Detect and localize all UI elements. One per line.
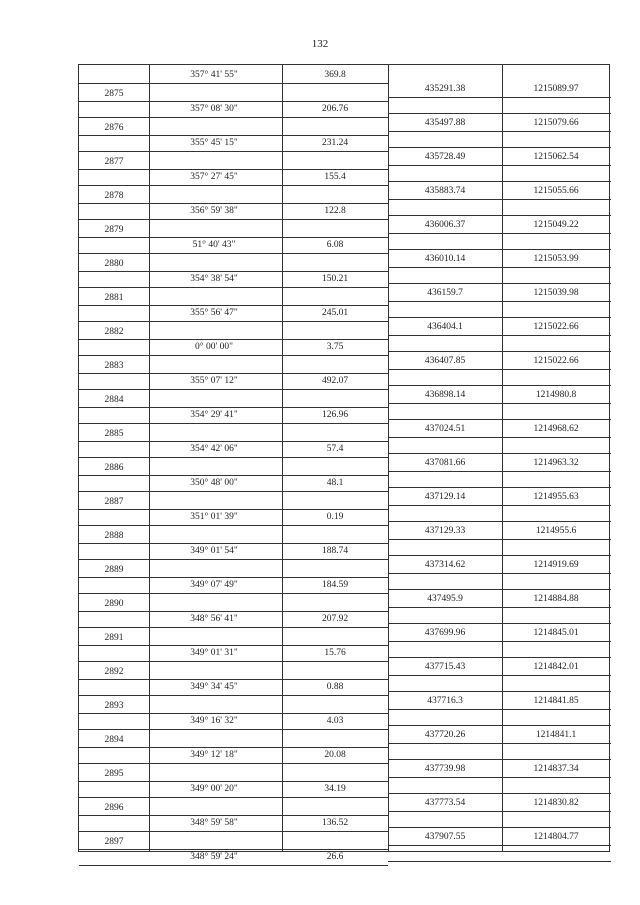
row-divider bbox=[79, 559, 388, 560]
row-divider bbox=[388, 539, 611, 540]
row-divider bbox=[388, 743, 611, 744]
point-id-cell: 2877 bbox=[104, 157, 124, 167]
point-id-cell: 2889 bbox=[104, 565, 124, 575]
row-divider bbox=[388, 233, 611, 234]
row-divider bbox=[388, 555, 611, 556]
easting-cell: 1214963.32 bbox=[533, 458, 579, 468]
row-divider bbox=[388, 691, 611, 692]
row-divider bbox=[79, 373, 388, 374]
row-divider bbox=[79, 627, 388, 628]
northing-cell: 435497.88 bbox=[424, 118, 466, 128]
row-divider bbox=[79, 151, 388, 152]
row-divider bbox=[79, 457, 388, 458]
row-divider bbox=[79, 355, 388, 356]
row-divider bbox=[79, 237, 388, 238]
bearing-cell: 357° 08' 30" bbox=[190, 104, 238, 114]
easting-cell: 1215055.66 bbox=[533, 186, 579, 196]
northing-cell: 436010.14 bbox=[424, 254, 466, 264]
bearing-cell: 357° 27' 45" bbox=[190, 172, 238, 182]
row-divider bbox=[79, 423, 388, 424]
northing-cell: 437907.55 bbox=[424, 832, 466, 842]
row-divider bbox=[388, 147, 611, 148]
distance-cell: 245.01 bbox=[321, 308, 349, 318]
northing-cell: 437720.26 bbox=[424, 730, 466, 740]
row-divider bbox=[79, 117, 388, 118]
row-divider bbox=[79, 645, 388, 646]
point-id-cell: 2880 bbox=[104, 259, 124, 269]
point-id-cell: 2875 bbox=[104, 89, 124, 99]
row-divider bbox=[388, 641, 611, 642]
bearing-cell: 349° 12' 18" bbox=[190, 750, 238, 760]
northing-cell: 437081.66 bbox=[424, 458, 466, 468]
easting-cell: 1214968.62 bbox=[533, 424, 579, 434]
distance-cell: 6.08 bbox=[326, 240, 344, 250]
point-id-cell: 2878 bbox=[104, 191, 124, 201]
point-id-cell: 2876 bbox=[104, 123, 124, 133]
easting-cell: 1214845.01 bbox=[533, 628, 579, 638]
distance-cell: 150.21 bbox=[321, 274, 349, 284]
row-divider bbox=[79, 831, 388, 832]
row-divider bbox=[388, 249, 611, 250]
point-id-cell: 2896 bbox=[104, 803, 124, 813]
row-divider bbox=[79, 339, 388, 340]
row-divider bbox=[79, 305, 388, 306]
bearing-cell: 51° 40' 43" bbox=[192, 240, 236, 250]
row-divider bbox=[79, 525, 388, 526]
row-divider bbox=[388, 521, 611, 522]
point-id-cell: 2882 bbox=[104, 327, 124, 337]
row-divider bbox=[79, 713, 388, 714]
row-divider bbox=[388, 623, 611, 624]
distance-cell: 4.03 bbox=[326, 716, 344, 726]
row-divider bbox=[388, 97, 611, 98]
bearing-cell: 356° 59' 38" bbox=[190, 206, 238, 216]
row-divider bbox=[79, 169, 388, 170]
row-divider bbox=[388, 403, 611, 404]
row-divider bbox=[79, 491, 388, 492]
easting-cell: 1215022.66 bbox=[533, 356, 579, 366]
bearing-cell: 349° 07' 49" bbox=[190, 580, 238, 590]
easting-cell: 1214955.6 bbox=[535, 526, 577, 536]
row-divider bbox=[79, 577, 388, 578]
row-divider bbox=[388, 335, 611, 336]
bearing-cell: 0° 00' 00" bbox=[195, 342, 233, 352]
row-divider bbox=[79, 611, 388, 612]
distance-cell: 26.6 bbox=[326, 852, 344, 862]
easting-cell: 1214955.63 bbox=[533, 492, 579, 502]
bearing-cell: 355° 45' 15" bbox=[190, 138, 238, 148]
row-divider bbox=[79, 781, 388, 782]
point-id-cell: 2892 bbox=[104, 667, 124, 677]
easting-cell: 1214837.34 bbox=[533, 764, 579, 774]
row-divider bbox=[79, 135, 388, 136]
row-divider bbox=[388, 181, 611, 182]
point-id-cell: 2891 bbox=[104, 633, 124, 643]
row-divider bbox=[388, 453, 611, 454]
easting-cell: 1214884.88 bbox=[533, 594, 579, 604]
row-divider bbox=[79, 543, 388, 544]
distance-cell: 207.92 bbox=[321, 614, 349, 624]
distance-cell: 136.52 bbox=[321, 818, 349, 828]
row-divider bbox=[79, 203, 388, 204]
distance-cell: 155.4 bbox=[324, 172, 346, 182]
row-divider bbox=[388, 573, 611, 574]
row-divider bbox=[388, 199, 611, 200]
point-id-cell: 2887 bbox=[104, 497, 124, 507]
easting-cell: 1215053.99 bbox=[533, 254, 579, 264]
easting-cell: 1215079.66 bbox=[533, 118, 579, 128]
point-id-cell: 2895 bbox=[104, 769, 124, 779]
point-id-cell: 2881 bbox=[104, 293, 124, 303]
row-divider bbox=[388, 369, 611, 370]
northing-cell: 435883.74 bbox=[424, 186, 466, 196]
easting-cell: 1214841.1 bbox=[535, 730, 577, 740]
point-id-cell: 2879 bbox=[104, 225, 124, 235]
bearing-cell: 349° 34' 45" bbox=[190, 682, 238, 692]
row-divider bbox=[79, 185, 388, 186]
row-divider bbox=[79, 797, 388, 798]
row-divider bbox=[388, 709, 611, 710]
distance-cell: 57.4 bbox=[326, 444, 344, 454]
row-divider bbox=[388, 437, 611, 438]
row-divider bbox=[388, 845, 611, 846]
distance-cell: 15.76 bbox=[324, 648, 346, 658]
northing-cell: 437716.3 bbox=[427, 696, 463, 706]
survey-coordinate-table bbox=[78, 64, 610, 862]
distance-cell: 369.8 bbox=[324, 70, 346, 80]
distance-cell: 492.07 bbox=[321, 376, 349, 386]
easting-cell: 1214830.82 bbox=[533, 798, 579, 808]
distance-cell: 188.74 bbox=[321, 546, 349, 556]
northing-cell: 436407.85 bbox=[424, 356, 466, 366]
bearing-cell: 355° 07' 12" bbox=[190, 376, 238, 386]
northing-cell: 435291.38 bbox=[424, 84, 466, 94]
bearing-cell: 350° 48' 00" bbox=[190, 478, 238, 488]
bearing-cell: 354° 29' 41" bbox=[190, 410, 238, 420]
distance-cell: 184.59 bbox=[321, 580, 349, 590]
northing-cell: 436404.1 bbox=[427, 322, 463, 332]
bearing-cell: 355° 56' 47" bbox=[190, 308, 238, 318]
row-divider bbox=[79, 865, 388, 866]
row-divider bbox=[79, 321, 388, 322]
bearing-cell: 349° 01' 54" bbox=[190, 546, 238, 556]
northing-cell: 437129.14 bbox=[424, 492, 466, 502]
row-divider bbox=[79, 729, 388, 730]
northing-cell: 436159.7 bbox=[427, 288, 463, 298]
easting-cell: 1215049.22 bbox=[533, 220, 579, 230]
northing-cell: 437129.33 bbox=[424, 526, 466, 536]
distance-cell: 231.24 bbox=[321, 138, 349, 148]
row-divider bbox=[388, 675, 611, 676]
distance-cell: 48.1 bbox=[326, 478, 344, 488]
row-divider bbox=[79, 849, 388, 850]
row-divider bbox=[388, 351, 611, 352]
distance-cell: 34.19 bbox=[324, 784, 346, 794]
page-number: 132 bbox=[311, 38, 329, 50]
row-divider bbox=[388, 419, 611, 420]
row-divider bbox=[79, 101, 388, 102]
row-divider bbox=[388, 267, 611, 268]
easting-cell: 1214841.85 bbox=[533, 696, 579, 706]
northing-cell: 437715.43 bbox=[424, 662, 466, 672]
row-divider bbox=[388, 589, 611, 590]
column-divider bbox=[502, 65, 503, 851]
row-divider bbox=[388, 215, 611, 216]
easting-cell: 1214804.77 bbox=[533, 832, 579, 842]
easting-cell: 1215022.66 bbox=[533, 322, 579, 332]
northing-cell: 436006.37 bbox=[424, 220, 466, 230]
row-divider bbox=[388, 811, 611, 812]
point-id-cell: 2884 bbox=[104, 395, 124, 405]
row-divider bbox=[388, 283, 611, 284]
row-divider bbox=[79, 219, 388, 220]
row-divider bbox=[388, 793, 611, 794]
row-divider bbox=[79, 815, 388, 816]
distance-cell: 126.96 bbox=[321, 410, 349, 420]
row-divider bbox=[388, 827, 611, 828]
northing-cell: 435728.49 bbox=[424, 152, 466, 162]
bearing-cell: 354° 38' 54" bbox=[190, 274, 238, 284]
row-divider bbox=[388, 861, 611, 862]
northing-cell: 437495.9 bbox=[427, 594, 463, 604]
northing-cell: 437314.62 bbox=[424, 560, 466, 570]
row-divider bbox=[79, 747, 388, 748]
point-id-cell: 2886 bbox=[104, 463, 124, 473]
column-divider bbox=[388, 65, 389, 851]
row-divider bbox=[79, 389, 388, 390]
row-divider bbox=[388, 301, 611, 302]
easting-cell: 1215089.97 bbox=[533, 84, 579, 94]
northing-cell: 437773.54 bbox=[424, 798, 466, 808]
distance-cell: 122.8 bbox=[324, 206, 346, 216]
distance-cell: 206.76 bbox=[321, 104, 349, 114]
distance-cell: 0.88 bbox=[326, 682, 344, 692]
row-divider bbox=[79, 509, 388, 510]
bearing-cell: 348° 59' 24" bbox=[190, 852, 238, 862]
row-divider bbox=[388, 317, 611, 318]
distance-cell: 0.19 bbox=[326, 512, 344, 522]
easting-cell: 1215039.98 bbox=[533, 288, 579, 298]
bearing-cell: 348° 59' 58" bbox=[190, 818, 238, 828]
row-divider bbox=[79, 593, 388, 594]
row-divider bbox=[79, 83, 388, 84]
point-id-cell: 2894 bbox=[104, 735, 124, 745]
row-divider bbox=[388, 385, 611, 386]
column-divider bbox=[149, 65, 150, 851]
bearing-cell: 351° 01' 39" bbox=[190, 512, 238, 522]
row-divider bbox=[79, 441, 388, 442]
bearing-cell: 354° 42' 06" bbox=[190, 444, 238, 454]
row-divider bbox=[79, 253, 388, 254]
easting-cell: 1214919.69 bbox=[533, 560, 579, 570]
northing-cell: 436898.14 bbox=[424, 390, 466, 400]
point-id-cell: 2893 bbox=[104, 701, 124, 711]
row-divider bbox=[79, 287, 388, 288]
row-divider bbox=[79, 271, 388, 272]
easting-cell: 1214842.01 bbox=[533, 662, 579, 672]
row-divider bbox=[388, 505, 611, 506]
row-divider bbox=[388, 657, 611, 658]
bearing-cell: 349° 01' 31" bbox=[190, 648, 238, 658]
bearing-cell: 348° 56' 41" bbox=[190, 614, 238, 624]
point-id-cell: 2883 bbox=[104, 361, 124, 371]
row-divider bbox=[388, 725, 611, 726]
row-divider bbox=[388, 487, 611, 488]
row-divider bbox=[388, 471, 611, 472]
row-divider bbox=[79, 679, 388, 680]
northing-cell: 437699.96 bbox=[424, 628, 466, 638]
northing-cell: 437024.51 bbox=[424, 424, 466, 434]
point-id-cell: 2890 bbox=[104, 599, 124, 609]
row-divider bbox=[79, 763, 388, 764]
row-divider bbox=[79, 661, 388, 662]
point-id-cell: 2885 bbox=[104, 429, 124, 439]
column-divider bbox=[282, 65, 283, 851]
bearing-cell: 357° 41' 55" bbox=[190, 70, 238, 80]
row-divider bbox=[388, 607, 611, 608]
row-divider bbox=[388, 759, 611, 760]
easting-cell: 1214980.8 bbox=[535, 390, 577, 400]
row-divider bbox=[79, 407, 388, 408]
row-divider bbox=[388, 131, 611, 132]
northing-cell: 437739.98 bbox=[424, 764, 466, 774]
row-divider bbox=[388, 777, 611, 778]
bearing-cell: 349° 00' 20" bbox=[190, 784, 238, 794]
row-divider bbox=[79, 475, 388, 476]
distance-cell: 20.08 bbox=[324, 750, 346, 760]
point-id-cell: 2888 bbox=[104, 531, 124, 541]
row-divider bbox=[79, 695, 388, 696]
distance-cell: 3.75 bbox=[326, 342, 344, 352]
row-divider bbox=[388, 113, 611, 114]
bearing-cell: 349° 16' 32" bbox=[190, 716, 238, 726]
easting-cell: 1215062.54 bbox=[533, 152, 579, 162]
point-id-cell: 2897 bbox=[104, 837, 124, 847]
row-divider bbox=[388, 165, 611, 166]
